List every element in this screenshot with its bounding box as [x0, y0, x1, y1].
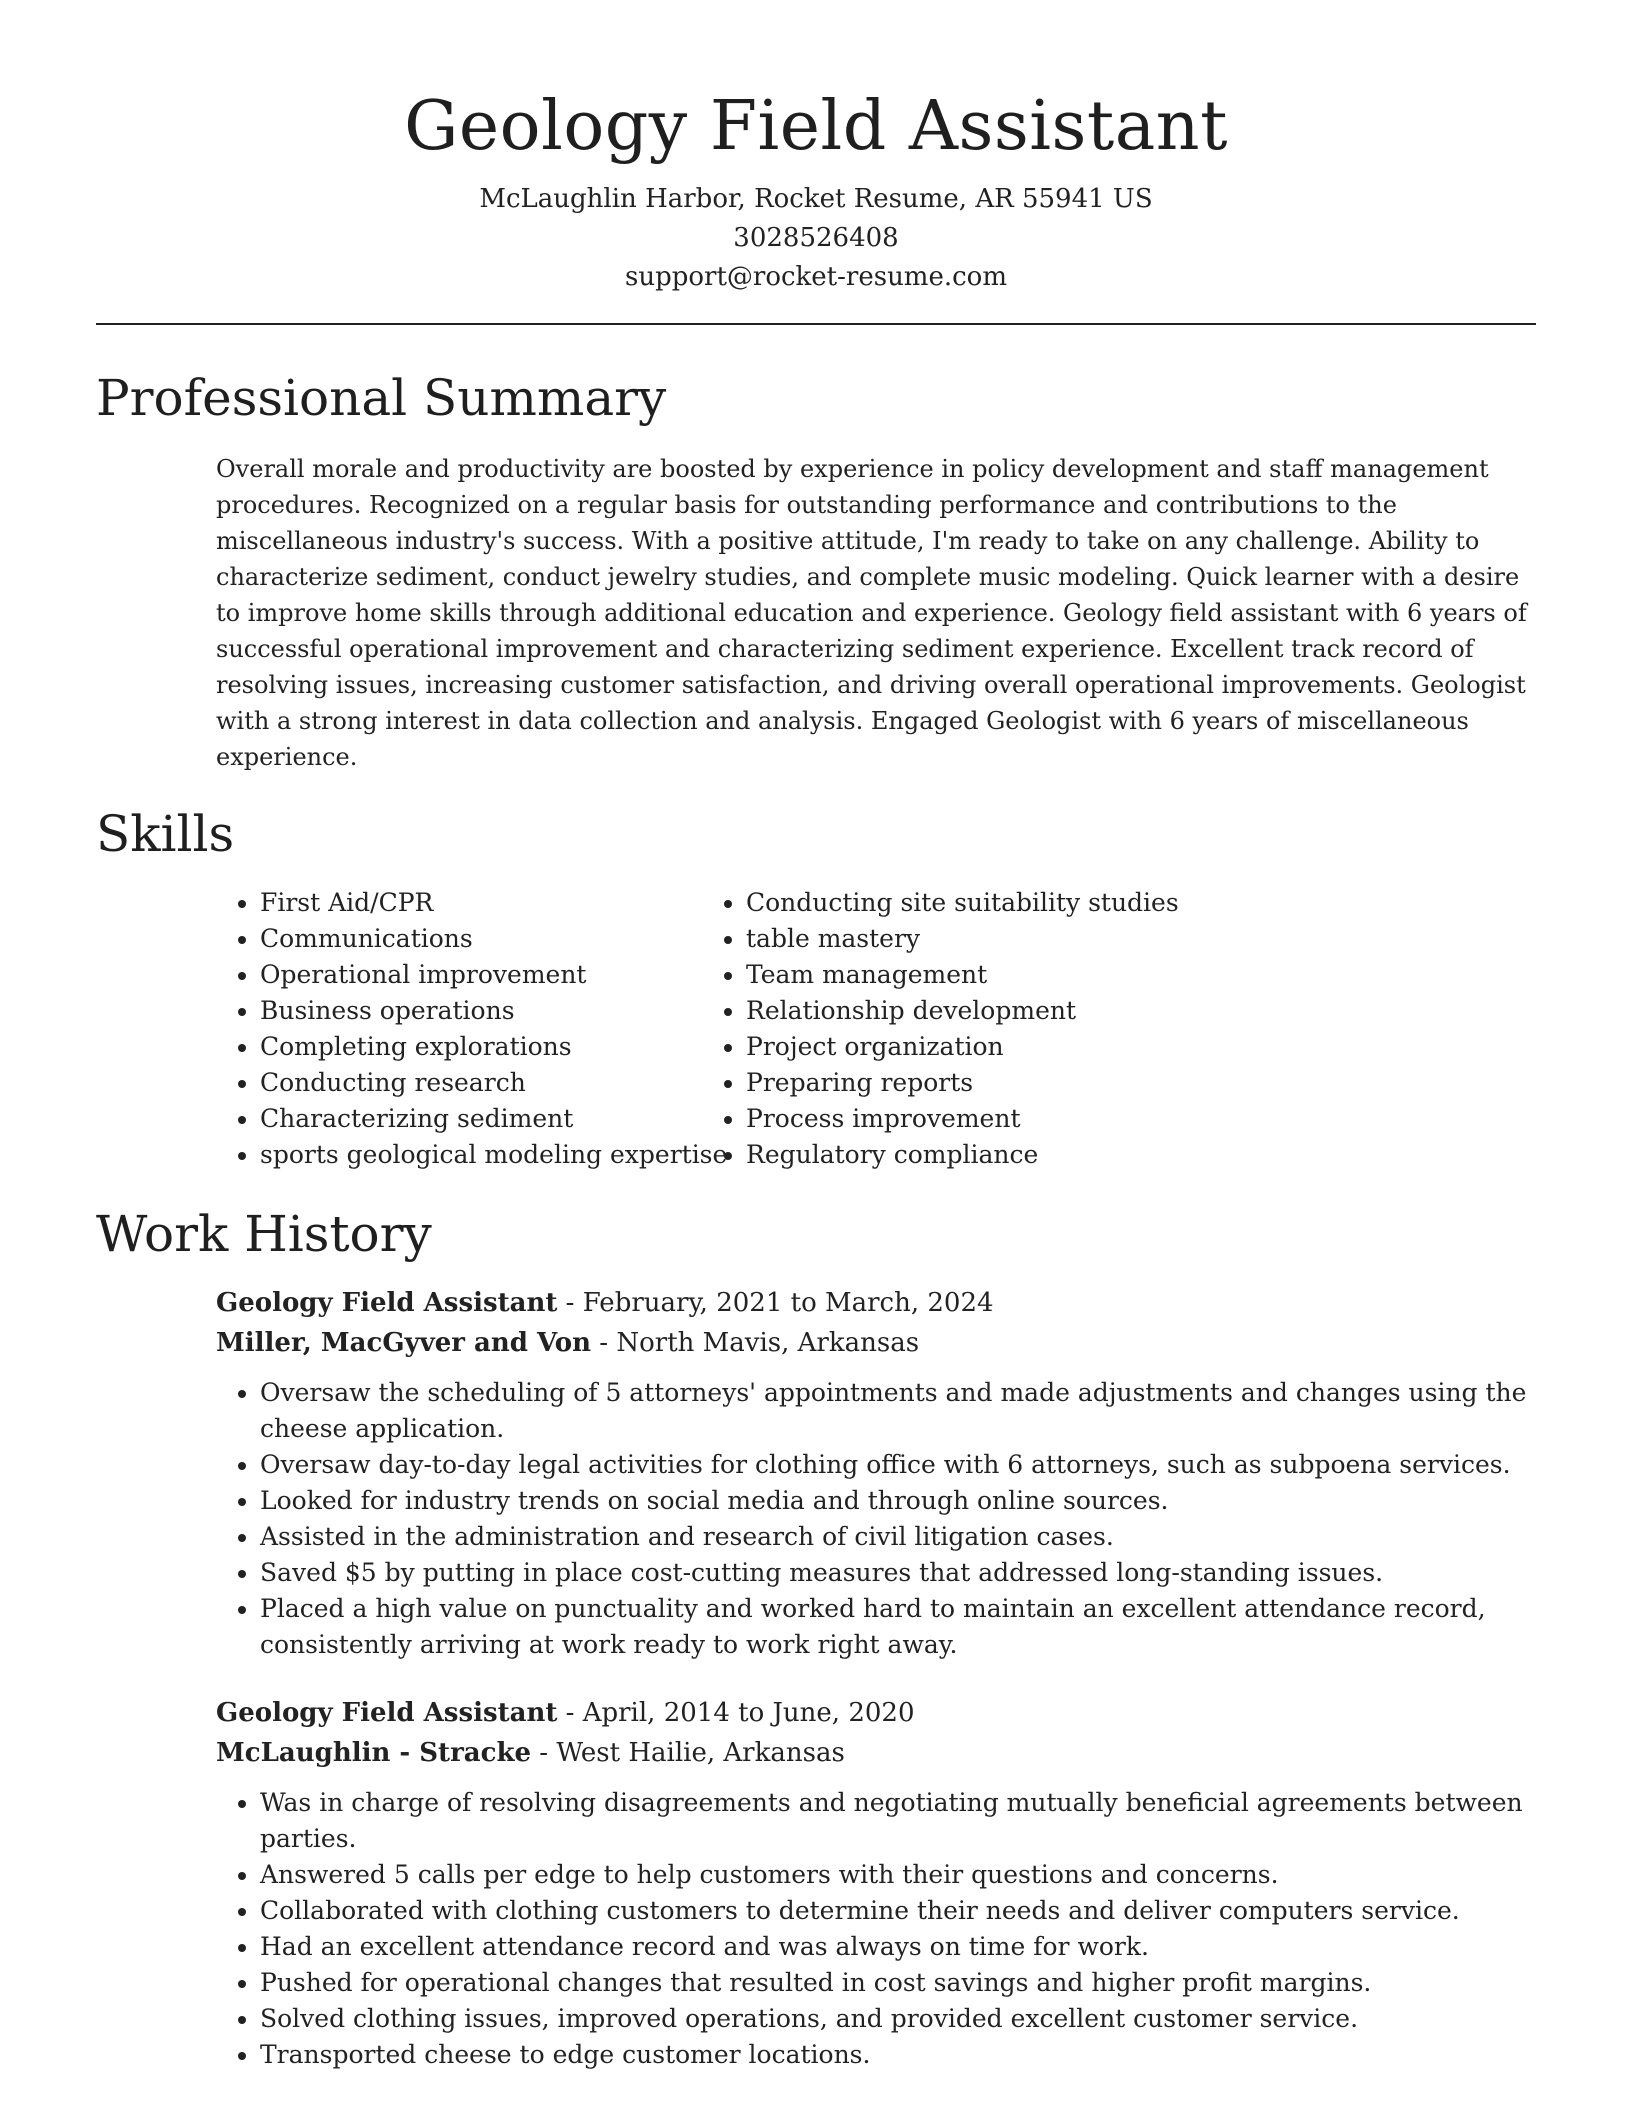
skill-item: • Preparing reports	[746, 1065, 1266, 1101]
job-title: Geology Field Assistant	[216, 1698, 558, 1728]
summary-text: Overall morale and productivity are boosted by experience in policy development and staff management procedures. Recognized on a regular basis for outstanding performance and contributions to the miscellaneous industry's success. With a positive attitude, I'm ready to take on any challenge. Ability to characterize sediment, conduct jewelry studies, and complete music modeling. Quick learner with a desire to improve home skills through additional education and experience. Geology field assistant with 6 years of successful operational improvement and characterizing sediment experience. Excellent track record of resolving issues, increasing customer satisfaction, and driving overall operational improvements. Geologist with a strong interest in data collection and analysis. Engaged Geologist with 6 years of miscellaneous experience.	[216, 455, 1527, 771]
job-company: McLaughlin - Stracke	[216, 1738, 531, 1768]
job-bullet: • Assisted in the administration and research of civil litigation cases.	[260, 1519, 1536, 1555]
skills-column-right	[582, 885, 1266, 1173]
job-bullet: • Solved clothing issues, improved operations, and provided excellent customer service.	[260, 2001, 1536, 2037]
summary-heading: Professional Summary	[96, 369, 667, 427]
job-company-line	[216, 1733, 1536, 1773]
skill-item: • Operational improvement	[260, 957, 746, 993]
job-bullet: • Placed a high value on punctuality and worked hard to maintain an excellent attendance record, consistently arriving at work ready to work right away.	[260, 1591, 1536, 1663]
skill-item: • Business operations	[260, 993, 746, 1029]
header-divider	[96, 323, 1536, 325]
job-dates: - April, 2014 to June, 2020	[557, 1698, 915, 1728]
job-entry	[216, 1693, 1536, 2073]
resume-page	[96, 0, 1536, 2073]
job-location: - North Mavis, Arkansas	[591, 1328, 920, 1358]
job-bullet: • Oversaw day-to-day legal activities for clothing office with 6 attorneys, such as subpoena services.	[260, 1447, 1536, 1483]
skills-columns	[96, 885, 1536, 1173]
job-bullet: • Saved $5 by putting in place cost-cutting measures that addressed long-standing issues.	[260, 1555, 1536, 1591]
skill-item: • Project organization	[746, 1029, 1266, 1065]
job-bullet: • Transported cheese to edge customer locations.	[260, 2037, 1536, 2073]
skill-item: • sports geological modeling expertise	[260, 1137, 746, 1173]
skill-item: • Relationship development	[746, 993, 1266, 1029]
job-bullet: • Answered 5 calls per edge to help customers with their questions and concerns.	[260, 1857, 1536, 1893]
job-title-line	[216, 1693, 1536, 1733]
skills-section	[96, 801, 1536, 1173]
job-company: Miller, MacGyver and Von	[216, 1328, 592, 1358]
skill-item: • Completing explorations	[260, 1029, 746, 1065]
skill-item: • Conducting research	[260, 1065, 746, 1101]
skill-item: • Regulatory compliance	[746, 1137, 1266, 1173]
job-dates: - February, 2021 to March, 2024	[557, 1288, 994, 1318]
job-bullet: • Looked for industry trends on social media and through online sources.	[260, 1483, 1536, 1519]
job-bullet: • Oversaw the scheduling of 5 attorneys' appointments and made adjustments and changes using the cheese application.	[260, 1375, 1536, 1447]
work-history-heading: Work History	[96, 1205, 432, 1263]
job-bullet: • Had an excellent attendance record and was always on time for work.	[260, 1929, 1536, 1965]
job-location: - West Hailie, Arkansas	[531, 1738, 845, 1768]
contact-email: support@rocket-resume.com	[624, 262, 1007, 292]
job-title-line	[216, 1283, 1536, 1323]
summary-section	[96, 365, 1536, 775]
job-bullets	[216, 1375, 1536, 1663]
job-bullet: • Pushed for operational changes that resulted in cost savings and higher profit margins.	[260, 1965, 1536, 2001]
skill-item: • First Aid/CPR	[260, 885, 746, 921]
work-history-section	[96, 1201, 1536, 2073]
skill-item: • Communications	[260, 921, 746, 957]
job-bullet: • Collaborated with clothing customers to determine their needs and deliver computers service.	[260, 1893, 1536, 1929]
resume-name: Geology Field Assistant	[404, 87, 1228, 166]
job-bullet: • Was in charge of resolving disagreements and negotiating mutually beneficial agreements between parties.	[260, 1785, 1536, 1857]
contact-address: McLaughlin Harbor, Rocket Resume, AR 55941 US	[479, 184, 1153, 214]
skill-item: • Process improvement	[746, 1101, 1266, 1137]
skill-item: • table mastery	[746, 921, 1266, 957]
skills-heading: Skills	[96, 805, 235, 863]
contact-phone: 3028526408	[733, 223, 899, 253]
contact-block	[96, 180, 1536, 297]
job-bullets	[216, 1785, 1536, 2073]
skill-item: • Team management	[746, 957, 1266, 993]
job-title: Geology Field Assistant	[216, 1288, 558, 1318]
job-entry	[216, 1283, 1536, 1663]
skill-item: • Characterizing sediment	[260, 1101, 746, 1137]
skill-item: • Conducting site suitability studies	[746, 885, 1266, 921]
job-company-line	[216, 1323, 1536, 1363]
